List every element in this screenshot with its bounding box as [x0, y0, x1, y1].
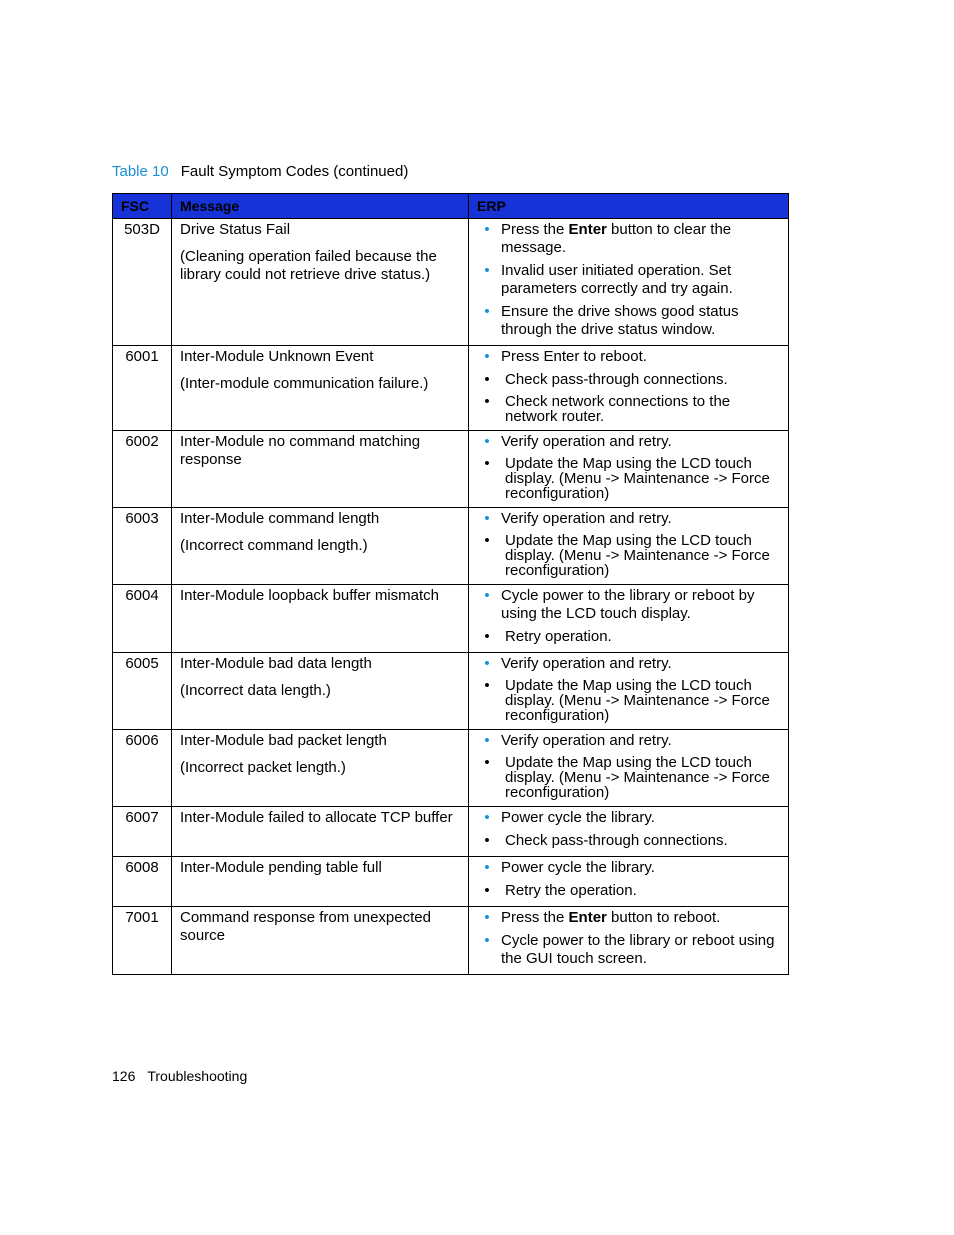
table-row [113, 857, 789, 907]
message-cell [172, 653, 469, 730]
page-number: 126 [112, 1068, 136, 1084]
erp-text: Retry operation. [505, 628, 612, 645]
footer-section: Troubleshooting [147, 1068, 248, 1084]
message-cell [172, 219, 469, 346]
erp-text: Check pass-through connections. [505, 832, 728, 849]
erp-item [477, 533, 780, 578]
bullet-icon: • [484, 932, 490, 949]
erp-item [477, 909, 780, 927]
message-cell [172, 857, 469, 907]
erp-item [477, 832, 780, 850]
message-cell [172, 346, 469, 431]
erp-cell [469, 585, 789, 653]
table-row [113, 219, 789, 346]
erp-text: Cycle power to the library or reboot by using the LCD touch display. [501, 587, 755, 622]
erp-text: Cycle power to the library or reboot using the GUI touch screen. [501, 932, 775, 967]
message-cell [172, 585, 469, 653]
erp-list [477, 732, 780, 800]
table-title: Fault Symptom Codes (continued) [180, 163, 409, 180]
erp-list [477, 859, 780, 900]
bullet-icon: • [484, 221, 490, 238]
bullet-icon: • [484, 882, 490, 899]
erp-text: Verify operation and retry. [501, 510, 672, 527]
table-body [113, 219, 789, 975]
erp-list [477, 221, 780, 339]
bullet-icon: • [484, 832, 490, 849]
erp-cell [469, 857, 789, 907]
bullet-icon: • [484, 348, 490, 365]
message-text: Command response from unexpected source [180, 909, 431, 944]
fsc-code: 6008 [113, 857, 172, 907]
erp-text: Verify operation and retry. [501, 433, 672, 450]
message-text: Inter-Module bad packet length [180, 732, 387, 749]
erp-item [477, 221, 780, 257]
erp-item [477, 394, 780, 424]
bullet-icon: • [484, 371, 490, 388]
erp-cell [469, 653, 789, 730]
fsc-code: 6004 [113, 585, 172, 653]
erp-text: Verify operation and retry. [501, 655, 672, 672]
header-erp: ERP [469, 194, 789, 219]
erp-item [477, 628, 780, 646]
erp-cell [469, 730, 789, 807]
table-row [113, 653, 789, 730]
table-row [113, 807, 789, 857]
fsc-code: 6002 [113, 431, 172, 508]
page-footer [112, 1067, 247, 1085]
erp-text: Check pass-through connections. [505, 371, 728, 388]
message-cell [172, 907, 469, 975]
erp-list [477, 433, 780, 501]
bullet-icon: • [484, 732, 490, 749]
erp-item [477, 809, 780, 827]
erp-item [477, 371, 780, 389]
bullet-icon: • [484, 532, 490, 549]
bullet-icon: • [484, 677, 490, 694]
erp-item [477, 859, 780, 877]
erp-item [477, 456, 780, 501]
table-caption [112, 163, 408, 181]
bullet-icon: • [484, 655, 490, 672]
erp-item [477, 732, 780, 750]
erp-item [477, 678, 780, 723]
bullet-icon: • [484, 393, 490, 410]
table-header-row [113, 194, 789, 219]
message-text: Inter-Module loopback buffer mismatch [180, 587, 440, 604]
erp-text: Update the Map using the LCD touch display. (Menu -> Maintenance -> Force reconfiguration) [505, 455, 770, 502]
message-text: (Incorrect packet length.) [180, 759, 346, 776]
erp-list [477, 587, 780, 646]
fsc-code: 7001 [113, 907, 172, 975]
erp-item [477, 262, 780, 298]
table-row [113, 346, 789, 431]
erp-item [477, 433, 780, 451]
erp-text: Update the Map using the LCD touch display. (Menu -> Maintenance -> Force reconfiguration) [505, 532, 770, 579]
table-number: Table 10 [112, 163, 169, 180]
message-text: Drive Status Fail [180, 221, 291, 238]
message-text: Inter-Module failed to allocate TCP buffer [180, 809, 453, 826]
erp-text-suffix: button to reboot. [606, 909, 721, 926]
erp-cell [469, 346, 789, 431]
bullet-icon: • [484, 262, 490, 279]
table-row [113, 431, 789, 508]
erp-keyword: Enter [568, 221, 607, 238]
erp-text: Verify operation and retry. [501, 732, 672, 749]
erp-text: Power cycle the library. [501, 809, 655, 826]
erp-cell [469, 907, 789, 975]
message-text: Inter-Module command length [180, 510, 380, 527]
fsc-code: 6001 [113, 346, 172, 431]
erp-text: Press Enter to reboot. [501, 348, 647, 365]
erp-cell [469, 219, 789, 346]
erp-list [477, 809, 780, 850]
fault-symptom-codes-table [112, 193, 789, 975]
message-cell [172, 508, 469, 585]
erp-list [477, 909, 780, 968]
erp-cell [469, 807, 789, 857]
fsc-code: 503D [113, 219, 172, 346]
erp-cell [469, 508, 789, 585]
erp-text: Update the Map using the LCD touch display. (Menu -> Maintenance -> Force reconfiguration) [505, 754, 770, 801]
erp-item [477, 303, 780, 339]
message-text: (Cleaning operation failed because the library could not retrieve drive status.) [180, 248, 437, 283]
table-row [113, 907, 789, 975]
erp-text: Press the [501, 909, 569, 926]
message-text: (Inter-module communication failure.) [180, 375, 429, 392]
erp-list [477, 510, 780, 578]
erp-text: Check network connections to the network router. [505, 393, 731, 425]
erp-text: Retry the operation. [505, 882, 637, 899]
erp-text: Press the [501, 221, 569, 238]
erp-keyword: Enter [568, 909, 607, 926]
message-text: Inter-Module Unknown Event [180, 348, 374, 365]
bullet-icon: • [484, 909, 490, 926]
table-row [113, 508, 789, 585]
erp-item [477, 587, 780, 623]
bullet-icon: • [484, 455, 490, 472]
erp-list [477, 655, 780, 723]
erp-item [477, 510, 780, 528]
message-text: (Incorrect data length.) [180, 682, 331, 699]
message-cell [172, 431, 469, 508]
bullet-icon: • [484, 754, 490, 771]
erp-item [477, 655, 780, 673]
fsc-code: 6007 [113, 807, 172, 857]
erp-text-suffix: button to clear the message. [501, 221, 732, 256]
fsc-code: 6003 [113, 508, 172, 585]
fsc-code: 6006 [113, 730, 172, 807]
erp-text: Invalid user initiated operation. Set parameters correctly and try again. [501, 262, 733, 297]
bullet-icon: • [484, 510, 490, 527]
message-text: Inter-Module pending table full [180, 859, 382, 876]
message-text: Inter-Module bad data length [180, 655, 372, 672]
erp-item [477, 882, 780, 900]
erp-cell [469, 431, 789, 508]
message-text: (Incorrect command length.) [180, 537, 368, 554]
header-fsc: FSC [113, 194, 172, 219]
erp-item [477, 348, 780, 366]
erp-item [477, 755, 780, 800]
bullet-icon: • [484, 628, 490, 645]
erp-text: Ensure the drive shows good status through the drive status window. [501, 303, 739, 338]
erp-text: Update the Map using the LCD touch display. (Menu -> Maintenance -> Force reconfiguration) [505, 677, 770, 724]
bullet-icon: • [484, 303, 490, 320]
bullet-icon: • [484, 809, 490, 826]
header-message: Message [172, 194, 469, 219]
erp-text: Power cycle the library. [501, 859, 655, 876]
message-text: Inter-Module no command matching response [180, 433, 421, 468]
table-row [113, 730, 789, 807]
bullet-icon: • [484, 587, 490, 604]
table-row [113, 585, 789, 653]
fsc-code: 6005 [113, 653, 172, 730]
message-cell [172, 807, 469, 857]
erp-list [477, 348, 780, 424]
erp-item [477, 932, 780, 968]
bullet-icon: • [484, 859, 490, 876]
bullet-icon: • [484, 433, 490, 450]
message-cell [172, 730, 469, 807]
